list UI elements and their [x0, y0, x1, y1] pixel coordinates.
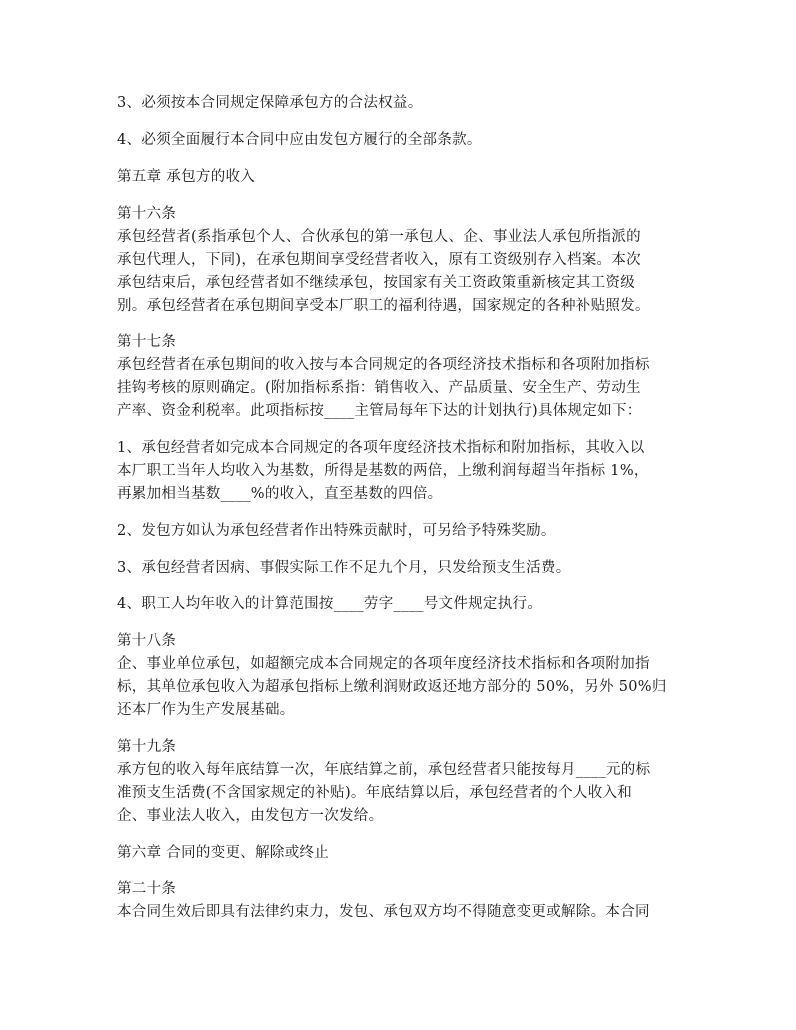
article-20-text-line-1: 本合同生效后即具有法律约束力，发包、承包双方均不得随意变更或解除。本合同 — [117, 904, 650, 920]
article-19-heading: 第十九条 — [117, 739, 177, 755]
article-18-heading: 第十八条 — [117, 633, 177, 649]
article-19-text-line-2: 准预支生活费(不含国家规定的补贴)。年底结算以后，承包经营者的个人收入和 — [117, 785, 633, 801]
chapter-6-heading: 第六章 合同的变更、解除或终止 — [117, 845, 330, 861]
article-18-text-line-3: 还本厂作为生产发展基础。 — [117, 702, 295, 718]
article-19-text-line-1: 承方包的收入每年底结算一次，年底结算之前，承包经营者只能按每月____元的标 — [117, 762, 651, 778]
article-17-heading: 第十七条 — [117, 334, 177, 350]
item-3-line: 3、承包经营者因病、事假实际工作不足九个月，只发给预支生活费。 — [117, 560, 571, 576]
article-16-heading: 第十六条 — [117, 206, 177, 222]
article-17-text-line-3: 产率、资金利税率。此项指标按____主管局每年下达的计划执行)具体规定如下： — [117, 403, 642, 419]
clause-3-line: 3、必须按本合同规定保障承包方的合法权益。 — [117, 95, 423, 111]
article-17-text-line-1: 承包经营者在承包期间的收入按与本合同规定的各项经济技术指标和各项附加指标 — [117, 357, 650, 373]
article-16-text-line-2: 承包代理人，下同)，在承包期间享受经营者收入，原有工资级别存入档案。本次 — [117, 252, 641, 268]
item-1-line-3: 再累加相当基数____%的收入，直至基数的四倍。 — [117, 486, 443, 502]
article-18-text-line-2: 标，其单位承包收入为超承包指标上缴利润财政返还地方部分的 50%，另外 50%归 — [117, 679, 667, 695]
article-19-text-line-3: 企、事业法人收入，由发包方一次发给。 — [117, 808, 384, 824]
item-1-line-2: 本厂职工当年人均收入为基数，所得是基数的两倍，上缴利润每超当年指标 1%， — [117, 463, 649, 479]
article-17-text-line-2: 挂钩考核的原则确定。(附加指标系指：销售收入、产品质量、安全生产、劳动生 — [117, 380, 641, 396]
article-16-text-line-4: 别。承包经营者在承包期间享受本厂职工的福利待遇，国家规定的各种补贴照发。 — [117, 298, 650, 314]
article-16-text-line-3: 承包结束后，承包经营者如不继续承包，按国家有关工资政策重新核定其工资级 — [117, 275, 635, 291]
article-20-heading: 第二十条 — [117, 881, 177, 897]
article-16-text-line-1: 承包经营者(系指承包个人、合伙承包的第一承包人、企、事业法人承包所指派的 — [117, 229, 641, 245]
item-2-line: 2、发包方如认为承包经营者作出特殊贡献时，可另给予特殊奖励。 — [117, 523, 556, 539]
item-4-line: 4、职工人均年收入的计算范围按____劳字____号文件规定执行。 — [117, 596, 543, 612]
article-18-text-line-1: 企、事业单位承包，如超额完成本合同规定的各项年度经济技术指标和各项附加指 — [117, 656, 650, 672]
chapter-5-heading: 第五章 承包方的收入 — [117, 169, 256, 185]
clause-4-line: 4、必须全面履行本合同中应由发包方履行的全部条款。 — [117, 132, 482, 148]
item-1-line-1: 1、承包经营者如完成本合同规定的各项年度经济技术指标和附加指标，其收入以 — [117, 440, 645, 456]
